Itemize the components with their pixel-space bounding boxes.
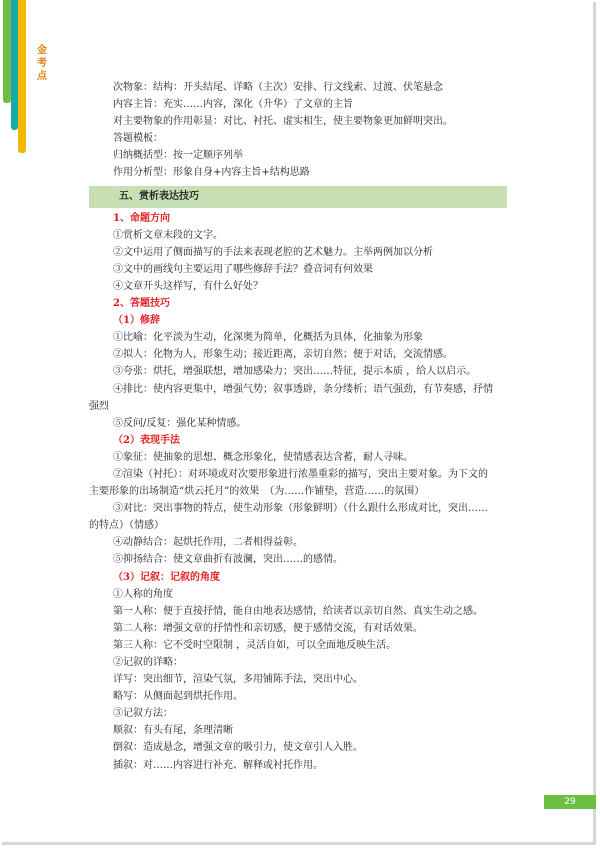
text-line: 内容主旨：充实……内容，深化（升华）了文章的主旨 (113, 99, 353, 111)
text-line: ⑤抑扬结合：使文章曲折有波澜，突出……的感情。 (113, 554, 343, 566)
text-line: ①象征：使抽象的思想、概念形象化，使情感表达含蓄，耐人寻味。 (113, 451, 413, 463)
text-line: 略写：从侧面起到烘托作用。 (113, 691, 243, 703)
text-line: ②记叙的详略： (113, 657, 183, 668)
text-line: 插叙：对……内容进行补充、解释或衬托作用。 (113, 759, 323, 771)
text-line: 次物象：结构：开头结尾、详略（主次）安排、行文线索、过渡、伏笔悬念 (113, 82, 443, 93)
text-line: ②拟人：化物为人，形象生动；接近距离，亲切自然；便于对话，交流情感。 (113, 349, 453, 361)
text-line: ①人称的角度 (113, 588, 173, 600)
decor-bar-teal (11, 0, 18, 130)
text-line: ③记叙方法： (113, 708, 173, 720)
text-line: 归纳概括型：按一定顺序列举 (113, 150, 243, 162)
text-line: ③文中的画线句主要运用了哪些修辞手法？叠音词有何效果 (113, 263, 373, 275)
decor-bar-green (3, 0, 11, 103)
text-line: 倒叙：造成悬念，增强文章的吸引力，使文章引人入胜。 (113, 742, 363, 754)
text-line: 答题模板： (113, 133, 163, 145)
text-line: ①比喻：化平淡为生动，化深奥为简单，化概括为具体，化抽象为形象 (113, 332, 423, 344)
subheading-narration: （3）记叙：记叙的角度 (113, 571, 220, 583)
text-line: 作用分析型：形象自身+内容主旨+结构思路 (113, 167, 310, 179)
document-body (89, 79, 513, 774)
section-title: 五、赏析表达技巧 (89, 186, 507, 208)
text-line: ②文中运用了侧面描写的手法来表现老腔的艺术魅力。主举两例加以分析 (113, 246, 433, 258)
text-line: ③夸张：烘托，增强联想，增加感染力；突出……特征，提示本质 ，给人以启示。 (113, 366, 477, 378)
text-line: 的特点）（情感） (89, 520, 164, 532)
heading-answer-skills: 2、答题技巧 (113, 298, 170, 310)
text-line: ④动静结合：起烘托作用，二者相得益彰。 (113, 537, 303, 549)
text-line: 顺叙：有头有尾，条理清晰 (113, 725, 233, 737)
text-line: 第三人称：它不受时空限制 ，灵活自如，可以全面地反映生活。 (113, 639, 397, 651)
text-line: 强烈 (89, 400, 109, 412)
text-line: 对主要物象的作用彰显：对比、衬托、虚实相生，使主要物象更加鲜明突出。 (113, 116, 453, 128)
text-line: 第二人称：增强文章的抒情性和亲切感，便于感情交流，有对话效果。 (113, 622, 423, 634)
text-line: 详写：突出细节，渲染气氛，多用铺陈手法，突出中心。 (113, 674, 363, 686)
text-line: ②渲染（衬托）：对环境或对次要形象进行浓墨重彩的描写，突出主要对象。为下文的 (113, 468, 488, 480)
page-number: 29 (544, 795, 596, 809)
subheading-rhetoric: （1）修辞 (113, 315, 160, 327)
side-label: 金考点 (37, 45, 47, 82)
text-line: ⑤反问/反复：强化某种情感。 (113, 417, 247, 429)
text-line: ④文章开头这样写，有什么好处？ (113, 280, 263, 292)
text-line: 第一人称：便于直接抒情，能自由地表达感情，给读者以亲切自然、真实生动之感。 (113, 605, 483, 617)
subheading-techniques: （2）表现手法 (113, 434, 180, 446)
text-line: ④排比：使内容更集中，增强气势；叙事透辟，条分缕析；语气强劲，有节奏感，抒情 (113, 383, 493, 395)
text-line: ①赏析文章末段的文字。 (113, 229, 223, 241)
heading-proposition: 1、命题方向 (113, 212, 170, 224)
decor-bar-yellow (18, 0, 26, 153)
text-line: ③对比：突出事物的特点，使生动形象（形象鲜明）（什么跟什么形成对比，突出…… (113, 503, 488, 515)
text-line: 主要形象的出场制造“烘云托月”的效果 （为……作铺垫，营造……的氛围） (89, 486, 425, 498)
